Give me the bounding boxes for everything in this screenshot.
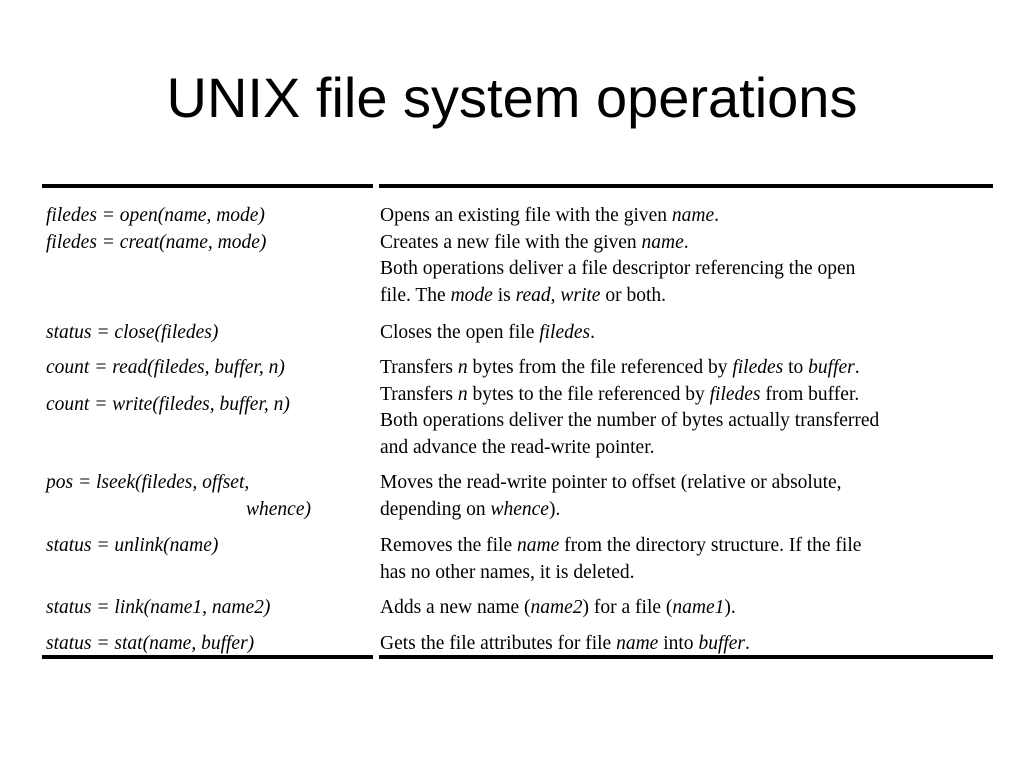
description-text: Closes the open file [380,322,540,343]
description-text: to [783,357,809,378]
description-text: . [745,633,750,654]
table-top-rule-left [42,184,373,188]
description-emphasis: n [457,357,468,378]
description-text: into [658,633,699,654]
operation-line: whence) [246,498,311,520]
description-text: Creates a new file with the given [380,231,642,253]
description-emphasis: name2 [530,597,583,618]
description-line [380,595,1010,622]
description-line [380,560,1010,587]
operation-description [380,320,1010,347]
description-text: Gets the file attributes for file [380,633,617,654]
description-emphasis: read [515,284,551,306]
description-emphasis: filedes [539,322,591,343]
description-text: or both. [600,284,667,306]
operation-line: filedes = open(name, mode) [46,205,265,226]
description-line [380,256,1010,283]
description-line [380,408,1010,435]
description-text: from buffer. [760,383,860,405]
description-text: Both operations deliver the number of bytes actually transferred [380,410,880,431]
description-text: Opens an existing file with the given [380,205,672,226]
description-emphasis: buffer [698,633,746,654]
description-text: . [590,322,595,343]
description-text: bytes to the file referenced by [467,383,710,405]
description-emphasis: filedes [709,383,761,405]
description-text: is [492,284,516,306]
description-text: ) for a file ( [582,597,673,618]
description-emphasis: name1 [672,597,725,618]
description-emphasis: filedes [732,357,784,378]
description-line [380,283,1010,310]
description-line [380,631,1010,658]
description-line [380,203,1010,230]
description-emphasis: name [671,205,715,226]
operation-line: status = stat(name, buffer) [46,633,255,654]
operation-line: count = write(filedes, buffer, n) [46,393,290,415]
description-text: bytes from the file referenced by [467,357,733,378]
description-line [380,470,1010,497]
operation-line: filedes = creat(name, mode) [46,231,267,253]
operation-description [380,631,1010,658]
description-emphasis: buffer [808,357,855,378]
operation-line: status = unlink(name) [46,535,219,556]
description-text: Removes the file [380,535,518,556]
description-text: ). [724,597,736,618]
description-text: depending on [380,498,491,520]
table-top-rule-right [379,184,993,188]
slide-title: UNIX file system operations [166,66,858,129]
operation-signature [46,595,371,622]
description-text: . [683,231,689,253]
description-emphasis: whence [490,498,549,520]
operation-signature [46,203,371,256]
description-emphasis: name [517,535,560,556]
operation-line: pos = lseek(filedes, offset, [46,472,250,493]
description-line [380,355,1010,382]
description-line [380,435,1010,462]
operation-signature [46,533,371,560]
operation-line: status = link(name1, name2) [46,597,271,618]
description-text: , [550,284,561,306]
operation-line: count = read(filedes, buffer, n) [46,357,285,378]
description-line [380,533,1010,560]
description-text: Adds a new name ( [380,597,531,618]
description-text: Moves the read-write pointer to offset (relative or absolute, [380,472,842,493]
description-line [380,497,1010,524]
operation-description [380,470,1010,523]
description-line [380,382,1010,409]
description-text: Transfers [380,357,458,378]
description-text: Both operations deliver a file descriptor referencing the open [380,258,856,279]
description-emphasis: mode [450,284,493,306]
operation-description [380,355,1010,461]
operation-signature [46,631,371,658]
operation-line [46,382,371,392]
description-emphasis: name [616,633,659,654]
description-text: . [854,357,860,378]
operation-line: status = close(filedes) [46,322,219,343]
description-text: ). [548,498,561,520]
description-text: from the directory structure. If the file [559,535,862,556]
description-emphasis: write [560,284,601,306]
operation-signature [46,355,371,418]
operation-description [380,595,1010,622]
description-text: Transfers [380,383,458,405]
operation-signature [46,470,371,523]
description-line [380,230,1010,257]
description-line [380,320,1010,347]
operation-signature [46,320,371,347]
description-emphasis: name [641,231,684,253]
description-emphasis: n [457,383,468,405]
description-text: . [714,205,720,226]
operation-description [380,203,1010,309]
description-text: and advance the read-write pointer. [380,436,655,458]
description-text: file. The [380,284,451,306]
operation-description [380,533,1010,586]
description-text: has no other names, it is deleted. [380,561,635,583]
